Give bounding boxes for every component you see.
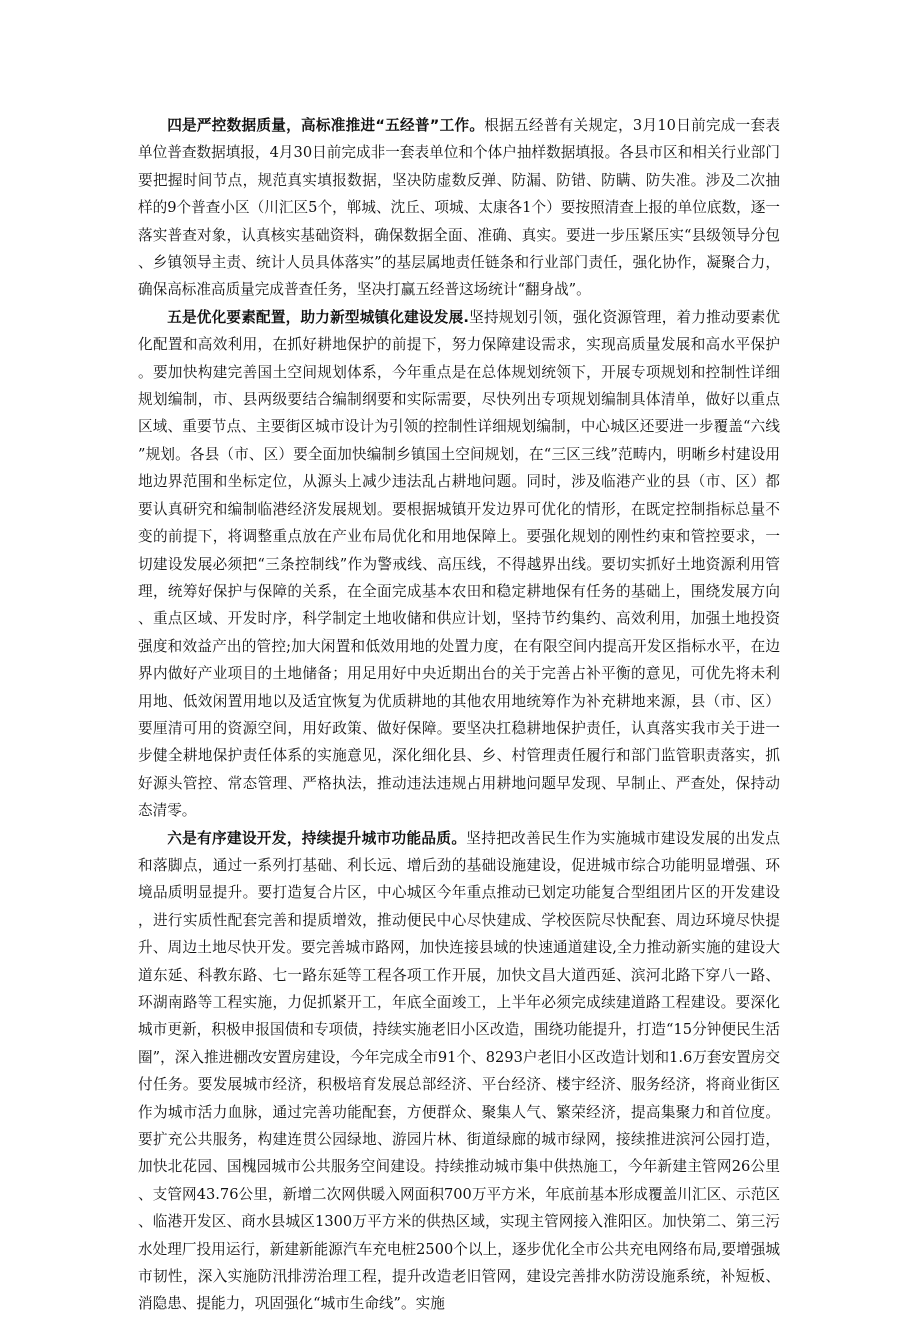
paragraph-body: 根据五经普有关规定，3月10日前完成一套表单位普查数据填报，4月30日前完成非一套表单位和个体户抽样数据填报。各县市区和相关行业部门要把握时间节点，规范真实填报数据，坚决防虚数反弹、防漏、防错、防瞒、防失准。涉及二次抽样的9个普查小区（川汇区5个，郸城、沈丘、项城、太康各1个）要按照清查上报的单位底数，逐一落实普查对象，认真核实基础资料，确保数据全面、准确、真实。要进一步压紧压实“县级领导分包、乡镇领导主责、统计人员具体落实”的基层属地责任链条和行业部门责任，强化协作，凝聚合力，确保高标准高质量完成普查任务，坚决打赢五经普这场统计“翻身战”。: [138, 117, 781, 299]
paragraph-body: 坚持规划引领，强化资源管理，着力推动要素优化配置和高效利用，在抓好耕地保护的前提下，努力保障建设需求，实现高质量发展和高水平保护。要加快构建完善国土空间规划体系，今年重点是在总体规划统领下，开展专项规划和控制性详细规划编制，市、县两级要结合编制纲要和实际需要，尽快列出专项规划编制具体清单，做好以重点区域、重要节点、主要街区城市设计为引领的控制性详细规划编制，中心城区还要进一步覆盖“六线”规划。各县（市、区）要全面加快编制乡镇国土空间规划，在“三区三线”范畴内，明晰乡村建设用地边界范围和坐标定位，从源头上减少违法乱占耕地问题。同时，涉及临港产业的县（市、区）都要认真研究和编制临港经济发展规划。要根据城镇开发边界可优化的情形，在既定控制指标总量不变的前提下，将调整重点放在产业布局优化和用地保障上。要强化规划的刚性约束和管控要求，一切建设发展必须把“三条控制线”作为警戒线、高压线，不得越界出线。要切实抓好土地资源利用管理，统筹好保护与保障的关系，在全面完成基本农田和稳定耕地保有任务的基础上，围绕发展方向、重点区域、开发时序，科学制定土地收储和供应计划，坚持节约集约、高效利用，加强土地投资强度和效益产出的管控;加大闲置和低效用地的处置力度，在有限空间内提高开发区指标水平，在边界内做好产业项目的土地储备；用足用好中央近期出台的关于完善占补平衡的意见，可优先将未利用地、低效闲置用地以及适宜恢复为优质耕地的其他农用地统筹作为补充耕地来源，县（市、区）要厘清可用的资源空间，用好政策、做好保障。要坚决扛稳耕地保护责任，认真落实我市关于进一步健全耕地保护责任体系的实施意见，深化细化县、乡、村管理责任履行和部门监管职责落实，抓好源头管控、常态管理、严格执法，推动违法违规占用耕地问题早发现、早制止、严查处，保持动态清零。: [138, 308, 780, 820]
paragraph-body: 坚持把改善民生作为实施城市建设发展的出发点和落脚点，通过一系列打基础、利长远、增后劲的基础设施建设，促进城市综合功能明显增强、环境品质明显提升。要打造复合片区，中心城区今年重点推动已划定功能复合型组团片区的开发建设，进行实质性配套完善和提质增效，推动便民中心尽快建成、学校医院尽快配套、周边环境尽快提升、周边土地尽快开发。要完善城市路网，加快连接县域的快速通道建设,全力推动新实施的建设大道东延、科教东路、七一路东延等工程各项工作开展，加快文昌大道西延、滨河北路下穿八一路、环湖南路等工程实施，力促抓紧开工，年底全面竣工，上半年必须完成续建道路工程建设。要深化城市更新，积极申报国债和专项债，持续实施老旧小区改造，围绕功能提升，打造“15分钟便民生活圈”，深入推进棚改安置房建设，今年完成全市91个、8293户老旧小区改造计划和1.6万套安置房交付任务。要发展城市经济，积极培育发展总部经济、平台经济、楼宇经济、服务经济，将商业街区作为城市活力血脉，通过完善功能配套，方便群众、聚集人气、繁荣经济，提高集聚力和首位度。要扩充公共服务，构建连贯公园绿地、游园片林、街道绿廊的城市绿网，接续推进滨河公园打造，加快北花园、国槐园城市公共服务空间建设。持续推动城市集中供热施工，今年新建主管网26公里、支管网43.76公里，新增二次网供暖入网面积700万平方米，年底前基本形成覆盖川汇区、示范区、临港开发区、商水县城区1300万平方米的供热区域，实现主管网接入淮阳区。加快第二、第三污水处理厂投用运行，新建新能源汽车充电桩2500个以上，逐步优化全市公共充电网络布局,要增强城市韧性，深入实施防汛排涝治理工程，提升改造老旧管网，建设完善排水防涝设施系统，补短板、消隐患、提能力，巩固强化“城市生命线”。实施: [138, 829, 780, 1313]
paragraph-urban-development: [138, 825, 780, 1318]
document-page: [138, 112, 780, 1318]
paragraph-data-quality: [138, 112, 780, 304]
paragraph-factor-allocation: [138, 304, 780, 825]
paragraph-heading: 六是有序建设开发，持续提升城市功能品质。: [167, 829, 467, 847]
paragraph-heading: 四是严控数据质量，高标准推进“五经普”工作。: [167, 117, 485, 134]
paragraph-heading: 五是优化要素配置，助力新型城镇化建设发展.: [167, 308, 469, 326]
